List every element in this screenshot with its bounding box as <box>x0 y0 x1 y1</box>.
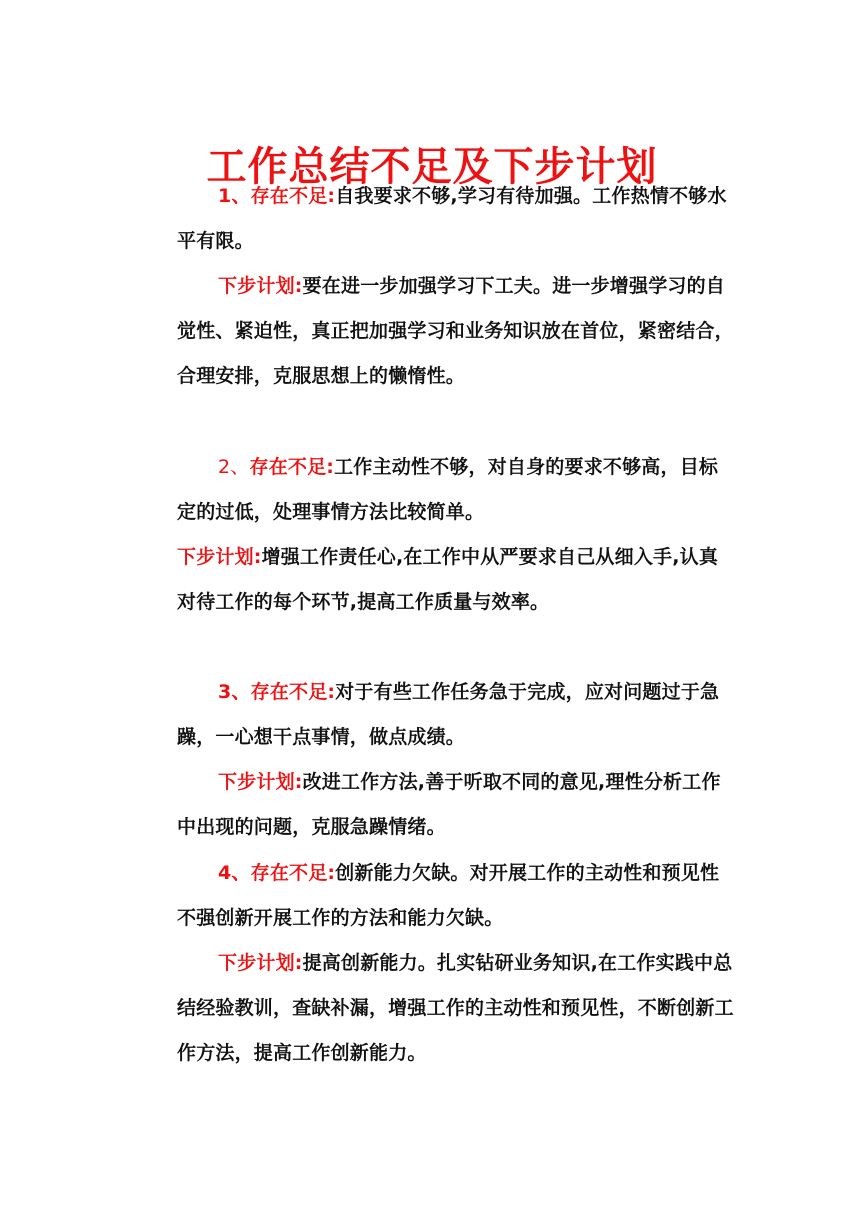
shortcoming-2-number: 2、 <box>218 456 250 478</box>
shortcoming-1-paragraph <box>177 174 737 264</box>
plan-4-paragraph <box>177 941 737 1076</box>
shortcoming-3-paragraph <box>177 670 737 760</box>
plan-2-paragraph <box>177 535 737 625</box>
shortcoming-1-label: 1、存在不足: <box>218 185 336 207</box>
plan-1-text: 要在进一步加强学习下工夫。进一步增强学习的自觉性、紧迫性，真正把加强学习和业务知识放在首位，紧密结合，合理安排，克服思想上的懒惰性。 <box>177 275 734 387</box>
shortcoming-4-label: 4、存在不足: <box>218 862 336 884</box>
shortcoming-2-label: 存在不足: <box>249 456 335 478</box>
plan-2-label: 下步计划: <box>177 546 262 568</box>
plan-3-text: 改进工作方法,善于听取不同的意见,理性分析工作中出现的问题，克服急躁情绪。 <box>177 771 721 838</box>
shortcoming-2-text: 工作主动性不够，对自身的要求不够高，目标定的过低，处理事情方法比较简单。 <box>177 456 719 523</box>
plan-1-label: 下步计划: <box>218 275 303 297</box>
shortcoming-3-label: 3、存在不足: <box>218 681 336 703</box>
shortcoming-3-text: 对于有些工作任务急于完成，应对问题过于急躁，一心想干点事情，做点成绩。 <box>177 681 720 748</box>
shortcoming-4-paragraph <box>177 851 737 941</box>
plan-2-text: 增强工作责任心,在工作中从严要求自己从细入手,认真对待工作的每个环节,提高工作质量与效率。 <box>177 546 719 613</box>
plan-3-label: 下步计划: <box>218 771 303 793</box>
shortcoming-2-paragraph <box>177 445 737 535</box>
plan-3-paragraph <box>177 760 737 850</box>
plan-4-text: 提高创新能力。扎实钻研业务知识,在工作实践中总结经验教训，查缺补漏，增强工作的主动性和预见性，不断创新工作方法，提高工作创新能力。 <box>177 952 734 1064</box>
plan-4-label: 下步计划: <box>218 952 303 974</box>
plan-1-paragraph <box>177 264 737 399</box>
document-title: 工作总结不足及下步计划 <box>206 143 658 190</box>
shortcoming-4-text: 创新能力欠缺。对开展工作的主动性和预见性不强创新开展工作的方法和能力欠缺。 <box>177 862 720 929</box>
shortcoming-1-text: 自我要求不够,学习有待加强。工作热情不够水平有限。 <box>177 185 727 252</box>
